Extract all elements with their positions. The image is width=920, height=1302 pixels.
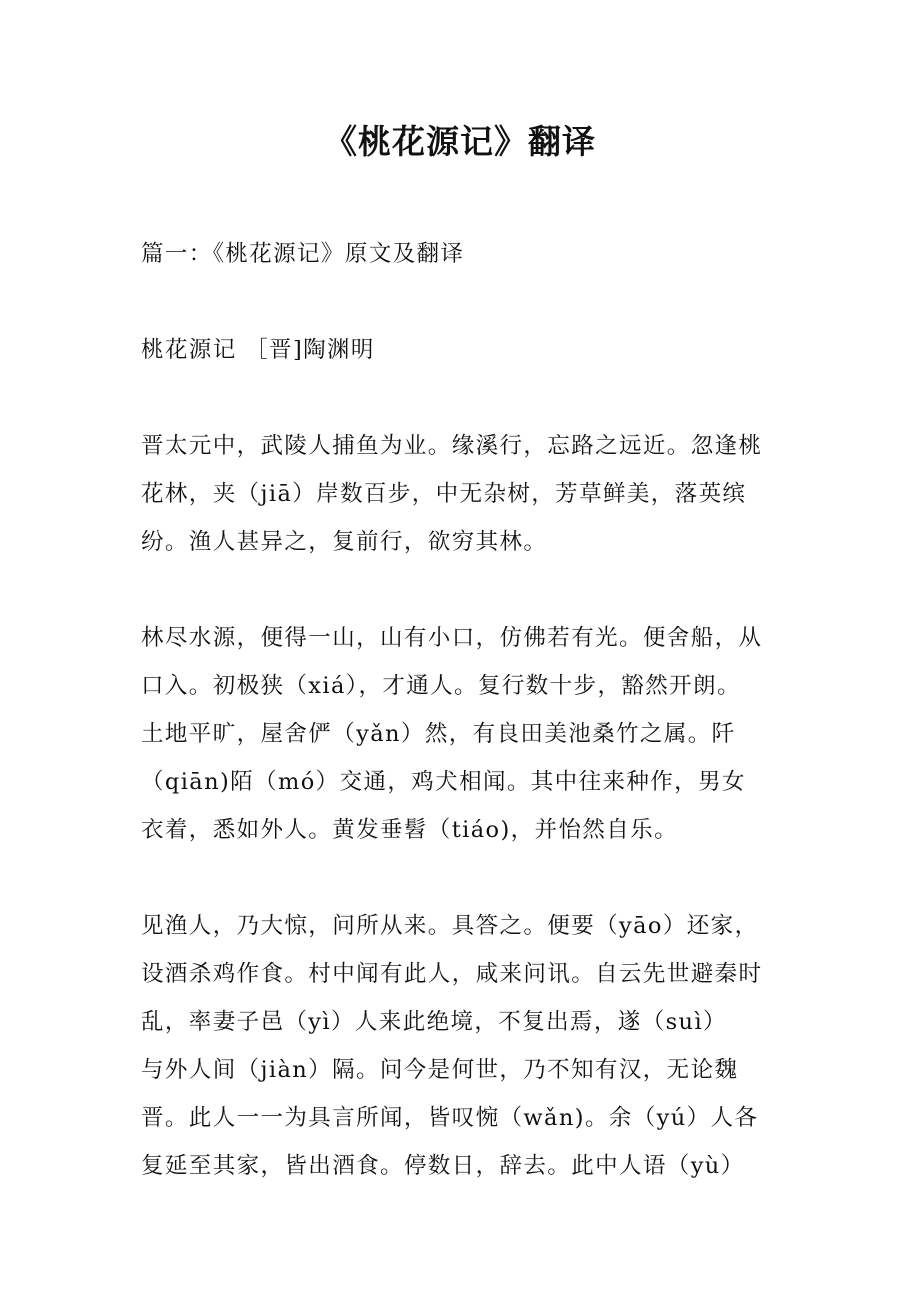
paragraph-line: （qiān)陌（mó）交通，鸡犬相闻。其中往来种作，男女 <box>141 769 746 795</box>
section-heading <box>141 230 801 278</box>
paragraph-line: 乱，率妻子邑（yì）人来此绝境，不复出焉，遂（suì） <box>141 1009 727 1035</box>
paragraph-line: 纷。渔人甚异之，复前行，欲穷其林。 <box>141 529 548 555</box>
author-line-text: 桃花源记 ［晋]陶渊明 <box>141 337 375 363</box>
paragraph-line: 设酒杀鸡作食。村中闻有此人，咸来问讯。自云先世避秦时 <box>141 961 763 987</box>
paragraph-line: 土地平旷，屋舍俨（yǎn）然，有良田美池桑竹之属。阡 <box>141 721 736 747</box>
paragraph-line: 复延至其家，皆出酒食。停数日，辞去。此中人语（yù） <box>141 1153 745 1179</box>
paragraph-line: 晋。此人一一为具言所闻，皆叹惋（wǎn)。余（yú）人各 <box>141 1105 759 1131</box>
paragraph-2 <box>141 614 801 854</box>
paragraph-line: 花林，夹（jiā）岸数百步，中无杂树，芳草鲜美，落英缤 <box>141 481 747 507</box>
paragraph-line: 林尽水源，便得一山，山有小口，仿佛若有光。便舍船，从 <box>141 625 763 651</box>
paragraph-line: 衣着，悉如外人。黄发垂髫（tiáo)，并怡然自乐。 <box>141 817 678 843</box>
document-title: 《桃花源记》翻译 <box>324 122 596 161</box>
paragraph-line: 见渔人，乃大惊，问所从来。具答之。便要（yāo）还家， <box>141 913 759 939</box>
paragraph-line: 口入。初极狭（xiá），才通人。复行数十步，豁然开朗。 <box>141 673 741 699</box>
paragraph-3 <box>141 902 801 1190</box>
section-heading-text: 篇一：《桃花源记》原文及翻译 <box>141 241 465 267</box>
paragraph-line: 晋太元中，武陵人捕鱼为业。缘溪行，忘路之远近。忽逢桃 <box>141 433 763 459</box>
author-line <box>141 326 801 374</box>
paragraph-1 <box>141 422 801 566</box>
paragraph-line: 与外人间（jiàn）隔。问今是何世，乃不知有汉，无论魏 <box>141 1057 739 1083</box>
